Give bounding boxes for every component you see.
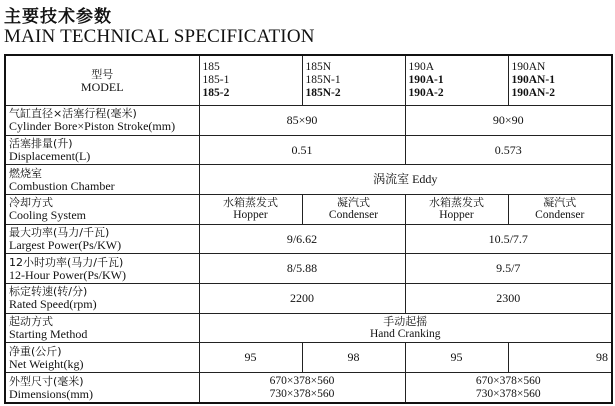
net-weight-row: [5, 343, 612, 373]
net-weight-label-cn: 净重(公斤): [9, 344, 62, 358]
model-name: 185N-2: [305, 87, 341, 100]
cooling-label-cn: 冷却方式: [9, 196, 53, 210]
cooling-hopper-cn: 水箱蒸发式: [223, 196, 278, 210]
rated-speed-value-190: 2300: [405, 284, 612, 314]
dimensions-line: 670×378×560: [475, 374, 541, 387]
model-name: 185N-1: [305, 74, 341, 87]
page-title-chinese: 主要技术参数: [4, 7, 112, 27]
largest-power-label-en: Largest Power(Ps/KW): [9, 238, 122, 253]
dimensions-line: 730×378×560: [269, 387, 335, 400]
specification-table: [4, 54, 613, 404]
rated-speed-label-cn: 标定转速(转/分): [9, 285, 88, 299]
cooling-label-en: Cooling System: [9, 208, 87, 223]
cooling-row: [5, 195, 612, 225]
model-name: 190AN: [511, 61, 546, 74]
largest-power-label-cn: 最大功率(马力/千瓦): [9, 226, 110, 240]
combustion-label: [5, 165, 199, 195]
bore-stroke-label: [5, 106, 199, 136]
model-group-190a: [405, 55, 508, 106]
rated-speed-value-185: 2200: [199, 284, 405, 314]
model-group-190an: [508, 55, 612, 106]
hour-power-value-185: 8/5.88: [199, 254, 405, 284]
model-name: 190A-1: [408, 74, 444, 87]
cooling-condenser-en: Condenser: [535, 209, 585, 222]
model-name: 185N: [305, 61, 332, 74]
model-label-cn: 型号: [91, 67, 114, 81]
displacement-label: [5, 135, 199, 165]
model-name: 185: [202, 61, 220, 74]
largest-power-label: [5, 224, 199, 254]
starting-label: [5, 313, 199, 343]
rated-speed-label: [5, 284, 199, 314]
combustion-row: [5, 165, 612, 195]
model-group-185n: [302, 55, 405, 106]
dimensions-value-185: [199, 373, 405, 403]
hour-power-label-en: 12-Hour Power(Ps/KW): [9, 267, 126, 282]
net-weight-value-190an: 98: [508, 343, 612, 373]
model-name: 190A: [408, 61, 435, 74]
combustion-label-en: Combustion Chamber: [9, 178, 115, 193]
displacement-value-185: 0.51: [199, 135, 405, 165]
bore-stroke-value-190: 90×90: [405, 106, 612, 136]
cooling-condenser-cn: 凝汽式: [337, 196, 370, 210]
cooling-hopper-185: [199, 195, 302, 225]
dimensions-label-en: Dimensions(mm): [9, 386, 93, 401]
rated-speed-row: [5, 284, 612, 314]
cooling-hopper-cn: 水箱蒸发式: [429, 196, 484, 210]
cooling-condenser-185n: [302, 195, 405, 225]
bore-stroke-value-185: 85×90: [199, 106, 405, 136]
cooling-condenser-en: Condenser: [328, 209, 379, 222]
largest-power-value-185: 9/6.62: [199, 224, 405, 254]
model-label-cell: [5, 55, 199, 106]
largest-power-value-190: 10.5/7.7: [405, 224, 612, 254]
dimensions-value-190: [405, 373, 612, 403]
cooling-hopper-190a: [405, 195, 508, 225]
combustion-value: 涡流室 Eddy: [199, 165, 612, 195]
cooling-hopper-en: Hopper: [439, 209, 474, 222]
net-weight-label-en: Net Weight(kg): [9, 356, 84, 371]
starting-label-cn: 起动方式: [9, 315, 53, 329]
model-group-185: [199, 55, 302, 106]
starting-row: [5, 313, 612, 343]
cooling-label: [5, 195, 199, 225]
bore-stroke-row: [5, 106, 612, 136]
dimensions-line: 670×378×560: [269, 374, 335, 387]
starting-value-en: Hand Cranking: [369, 328, 441, 341]
hour-power-value-190: 9.5/7: [405, 254, 612, 284]
net-weight-label: [5, 343, 199, 373]
net-weight-value-185n: 98: [302, 343, 405, 373]
displacement-value-190: 0.573: [405, 135, 612, 165]
hour-power-label-cn: 12小时功率(马力/千瓦): [9, 255, 124, 269]
cooling-condenser-cn: 凝汽式: [543, 196, 577, 210]
largest-power-row: [5, 224, 612, 254]
model-name: 190AN-2: [511, 87, 555, 100]
model-name: 190AN-1: [511, 74, 555, 87]
starting-label-en: Starting Method: [9, 327, 88, 342]
starting-value: [199, 313, 612, 343]
cooling-hopper-en: Hopper: [233, 209, 268, 222]
rated-speed-label-en: Rated Speed(rpm): [9, 297, 97, 312]
starting-value-cn: 手动起摇: [383, 315, 428, 329]
displacement-label-cn: 活塞排量(升): [9, 137, 73, 151]
net-weight-value-185: 95: [199, 343, 302, 373]
bore-stroke-label-en: Cylinder Bore×Piston Stroke(mm): [9, 119, 176, 134]
net-weight-value-190a: 95: [405, 343, 508, 373]
model-name: 190A-2: [408, 87, 444, 100]
page-title-english: MAIN TECHNICAL SPECIFICATION: [4, 26, 315, 47]
hour-power-label: [5, 254, 199, 284]
bore-stroke-label-cn: 气缸直径×活塞行程(毫米): [9, 107, 137, 121]
model-name: 185-2: [202, 87, 230, 100]
dimensions-line: 730×378×560: [475, 387, 541, 400]
model-row: [5, 55, 612, 106]
displacement-row: [5, 135, 612, 165]
model-label-en: MODEL: [80, 79, 124, 94]
model-name: 185-1: [202, 74, 230, 87]
cooling-condenser-190an: [508, 195, 612, 225]
combustion-label-cn: 燃烧室: [9, 166, 42, 180]
dimensions-label: [5, 373, 199, 403]
dimensions-row: [5, 373, 612, 403]
dimensions-label-cn: 外型尺寸(毫米): [9, 374, 84, 388]
displacement-label-en: Displacement(L): [9, 149, 91, 164]
hour-power-row: [5, 254, 612, 284]
